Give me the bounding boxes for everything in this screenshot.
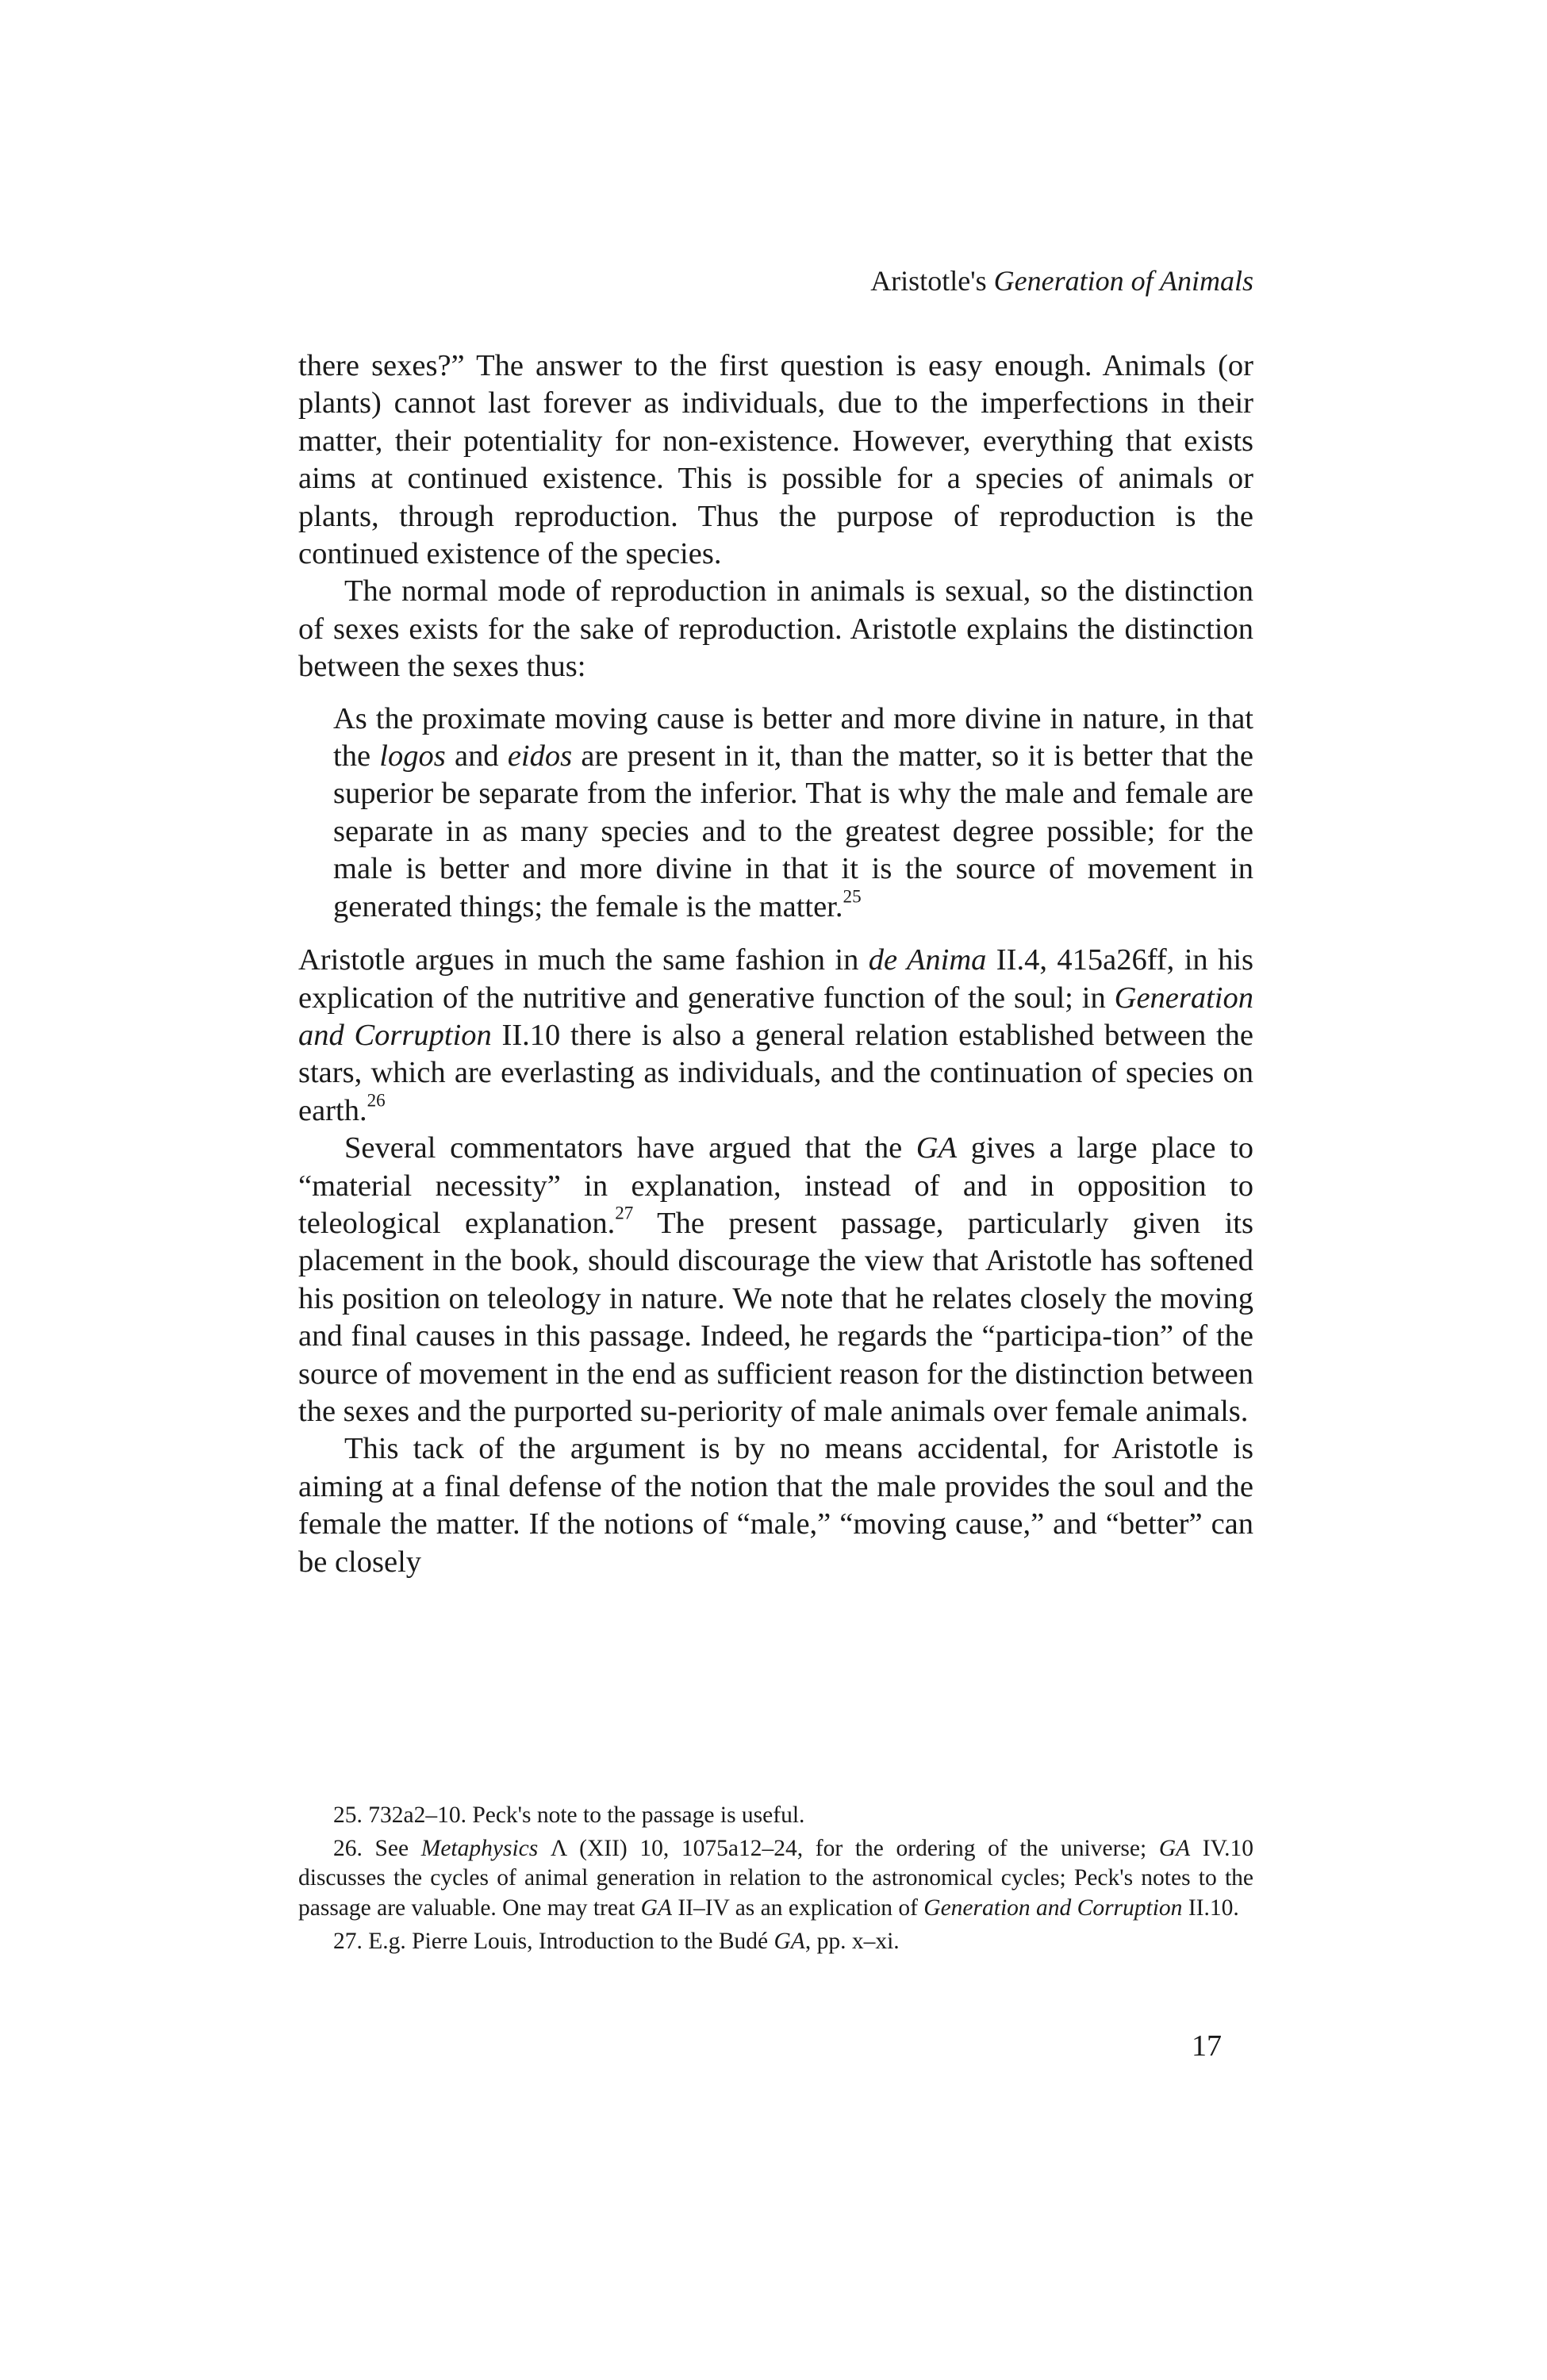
- paragraph-5: This tack of the argument is by no means accidental, for Aristotle is aiming at a final defense of the notion that the male provides the soul and the female the matter. If the notions of “male,” “moving cause,” and “better” can be closely: [298, 1432, 1253, 1579]
- paragraph-1: there sexes?” The answer to the first question is easy enough. Animals (or plants) cannot last forever as individuals, due to the imperfections in their matter, their potentiality for non-existence. However, everything that exists aims at continued existence. This is possible for a species of animals or plants, through reproduction. Thus the purpose of reproduction is the continued existence of the species.: [298, 349, 1253, 571]
- fn27-text-1: 27. E.g. Pierre Louis, Introduction to the Budé: [333, 1928, 774, 1954]
- fn26-italic-ga-1: GA: [1158, 1836, 1191, 1862]
- quote-text-1: As the proximate moving cause is better and more divine in nature, in that the: [333, 701, 1253, 774]
- paragraph-2: The normal mode of reproduction in animals is sexual, so the distinction of sexes exists for the sake of reproduction. Aristotle explains the distinction between the sexes thus:: [298, 574, 1253, 684]
- p3-text-3: II.10 there is also a general relation established between the stars, which are everlasting as individuals, and the continuation of species on earth.: [298, 1018, 1254, 1127]
- p3-italic-de-anima: de Anima: [868, 943, 987, 977]
- fn26-italic-generation-corruption: Generation and Corruption: [923, 1894, 1183, 1921]
- p3-text-2: II.4, 415a26ff, in his explication of the nutritive and generative function of the soul; in: [298, 943, 1253, 1015]
- running-head-title: Generation of Animals: [993, 265, 1253, 297]
- footnote-27: [298, 1927, 1253, 1956]
- footnote-25: 25. 732a2–10. Peck's note to the passage is useful.: [333, 1802, 805, 1828]
- fn26-italic-metaphysics: Metaphysics: [420, 1836, 539, 1862]
- body-text: [298, 347, 1253, 1581]
- fn26-italic-ga-2: GA: [640, 1894, 672, 1921]
- p4-text-3: The present passage, particularly given its placement in the book, should discourage the view that Aristotle has softened his position on teleology in nature. We note that he relates closely the moving and final causes in this passage. Indeed, he regards the “participa-tion” of the source of movement in the end as sufficient reason for the distinction between the sexes and the purported su-periority of male animals over female animals.: [298, 1206, 1253, 1428]
- fn26-text-4: II–IV as an explication of: [671, 1894, 924, 1921]
- footnotes: [298, 1801, 1253, 1956]
- fn26-text-3: IV.10 discusses the cycles of animal generation in relation to the astronomical cycles; Peck's notes to the passage are valuable. One may treat: [298, 1836, 1253, 1921]
- paragraph-3: [298, 942, 1253, 1130]
- footnote-ref-27[interactable]: 27: [615, 1202, 634, 1223]
- p3-italic-generation-corruption: Generation and Corruption: [298, 981, 1253, 1052]
- running-head-prefix: Aristotle's: [870, 265, 994, 297]
- quote-text-3: are present in it, than the matter, so it is better that the superior be separate from the inferior. That is why the male and female are separate in as many species and to the greatest degree possible; for the male is better and more divine in that it is the source of movement in generated things; the female is the matter.: [333, 739, 1254, 923]
- fn26-text-1: 26. See: [333, 1836, 421, 1862]
- p3-text-1: Aristotle argues in much the same fashion in: [298, 943, 869, 977]
- block-quote: [333, 701, 1253, 926]
- p4-text-2: gives a large place to “material necessity” in explanation, instead of and in opposition to teleological explanation.: [298, 1131, 1254, 1240]
- fn27-italic-ga: GA: [774, 1928, 805, 1954]
- p4-text-1: Several commentators have argued that the: [344, 1131, 916, 1165]
- footnote-26: [298, 1834, 1253, 1923]
- p4-italic-ga: GA: [916, 1131, 958, 1165]
- page-number: 17: [1192, 2029, 1222, 2063]
- fn27-text-2: , pp. x–xi.: [804, 1928, 900, 1954]
- footnote-ref-25[interactable]: 25: [843, 885, 862, 907]
- fn26-text-2: Λ (XII) 10, 1075a12–24, for the ordering of the universe;: [538, 1836, 1159, 1862]
- running-head: [870, 262, 1253, 300]
- quote-eidos: eidos: [507, 739, 573, 774]
- paragraph-4: [298, 1130, 1253, 1430]
- fn26-text-5: II.10.: [1182, 1894, 1239, 1921]
- quote-text-2: and: [445, 739, 508, 774]
- quote-logos: logos: [379, 739, 446, 774]
- footnote-ref-26[interactable]: 26: [367, 1089, 386, 1111]
